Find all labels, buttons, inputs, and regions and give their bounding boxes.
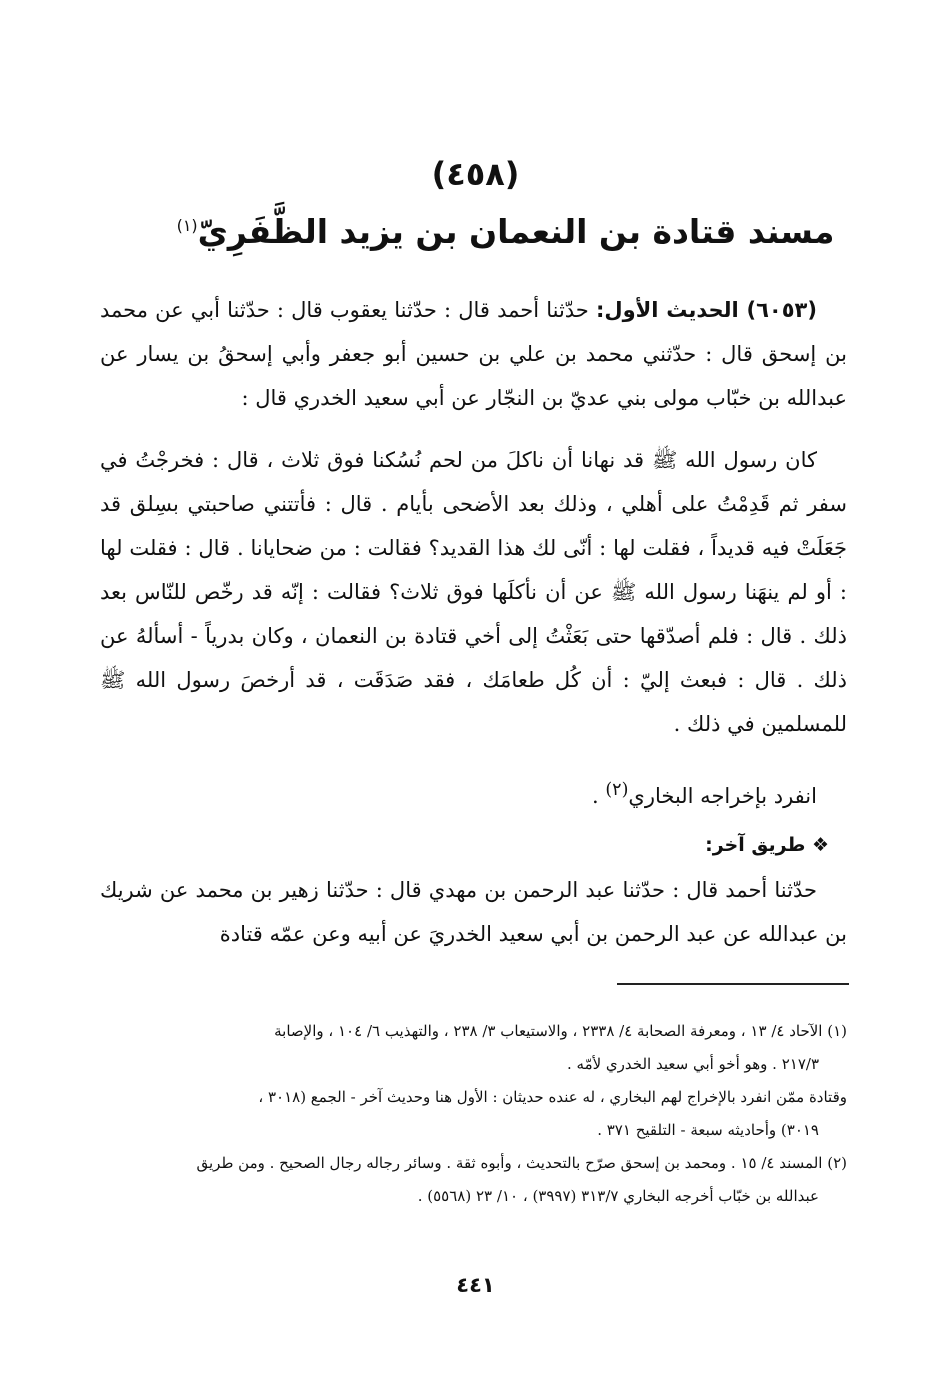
other-path-heading: ❖ طريق آخر: — [705, 834, 829, 856]
footnote-ref-1[interactable]: (١) — [176, 216, 198, 235]
footnote-1-line-1: (١) الآحاد ٤/ ١٣ ، ومعرفة الصحابة ٤/ ٢٣٣٨ ، والاستيعاب ٣/ ٢٣٨ ، والتهذيب ٦/ ١٠٤ ، والإصابة — [274, 1022, 847, 1040]
chapter-number: (٤٥٨) — [431, 155, 520, 193]
hadith-isnad-paragraph — [100, 288, 847, 420]
hadith-note-text: انفرد بإخراجه البخاري — [628, 784, 817, 808]
footnote-2-line-1: (٢) المسند ٤/ ١٥ . ومحمد بن إسحق صرّح بالتحديث ، وأبوه ثقة . وسائر رجاله رجال الصحيح . ومن طريق — [196, 1154, 847, 1172]
page-number: ٤٤١ — [456, 1273, 495, 1297]
footnote-1b-line-2: ٣٠١٩) وأحاديثه سبعة - التلقيح ٣٧١ . — [597, 1121, 819, 1139]
footnote-2-line-2: عبدالله بن خبّاب أخرجه البخاري ٣١٣/٧ (٣٩٩٧) ، ١٠/ ٢٣ (٥٥٦٨) . — [417, 1187, 819, 1205]
footnote-1-line-2: ٢١٧/٣ . وهو أخو أبي سعيد الخدري لأمّه . — [566, 1055, 819, 1073]
footnote-1b-line-1: وقتادة ممّن انفرد بالإخراج لهم البخاري ، له عنده حديثان : الأول هنا وحديث آخر - الجمع (٣٠١٨ ، — [258, 1088, 847, 1106]
hadith-number-lead: (٦٠٥٣) الحديث الأول: — [595, 298, 817, 322]
other-path-text: حدّثنا أحمد قال : حدّثنا عبد الرحمن بن مهدي قال : حدّثنا زهير بن محمد عن شريك بن عبدالله عن عبد الرحمن بن أبي سعيد الخدريَ عن أبيه وعن عمّه قتادة — [100, 878, 847, 946]
hadith-isnad: حدّثنا أحمد قال : حدّثنا يعقوب قال : حدّثنا أبي عن محمد بن إسحق قال : حدّثني محمد بن علي بن حسين أبو جعفر وأبي إسحقُ بن يسار عن عبدالله بن خبّاب مولى بني عديّ بن النجّار عن أبي سعيد الخدري قال : — [100, 298, 847, 410]
chapter-title-text: مسند قتادة بن النعمان بن يزيد الظَّفَرِيّ — [197, 212, 835, 251]
footnote-ref-2[interactable]: (٢) — [605, 780, 629, 800]
hadith-matn-paragraph — [100, 438, 847, 746]
chapter-title — [0, 212, 951, 251]
hadith-note — [100, 768, 847, 818]
hadith-matn: كان رسول الله ﷺ قد نهانا أن ناكلَ من لحم نُسُكنا فوق ثلاث ، قال : فخرجْتُ في سفر ثم قَدِمْتُ على أهلي ، وذلك بعد الأضحى بأيام . قال : فأتتني صاحبتي بسِلق قد جَعَلَتْ فيه قديداً ، فقلت لها : أنّى لك هذا القديد؟ فقالت : من ضحايانا . قال : فقلت لها : أو لم ينهَنا رسول الله ﷺ عن أن نأكلَها فوق ثلاث؟ فقالت : إنّه قد رخّص للنّاس بعد ذلك . قال : فلم أصدّقها حتى بَعَثْتُ إلى أخي قتادة بن النعمان ، وكان بدرياً - أسألهُ عن ذلك . قال : فبعث إليّ : أن كُل طعامَك ، فقد صَدَقَت ، قد أرخصَ رسول الله ﷺ للمسلمين في ذلك . — [100, 448, 847, 736]
other-path-paragraph — [100, 868, 847, 956]
footnote-separator — [617, 983, 849, 985]
footnotes — [92, 1015, 847, 1213]
hadith-note-end: . — [591, 784, 606, 808]
